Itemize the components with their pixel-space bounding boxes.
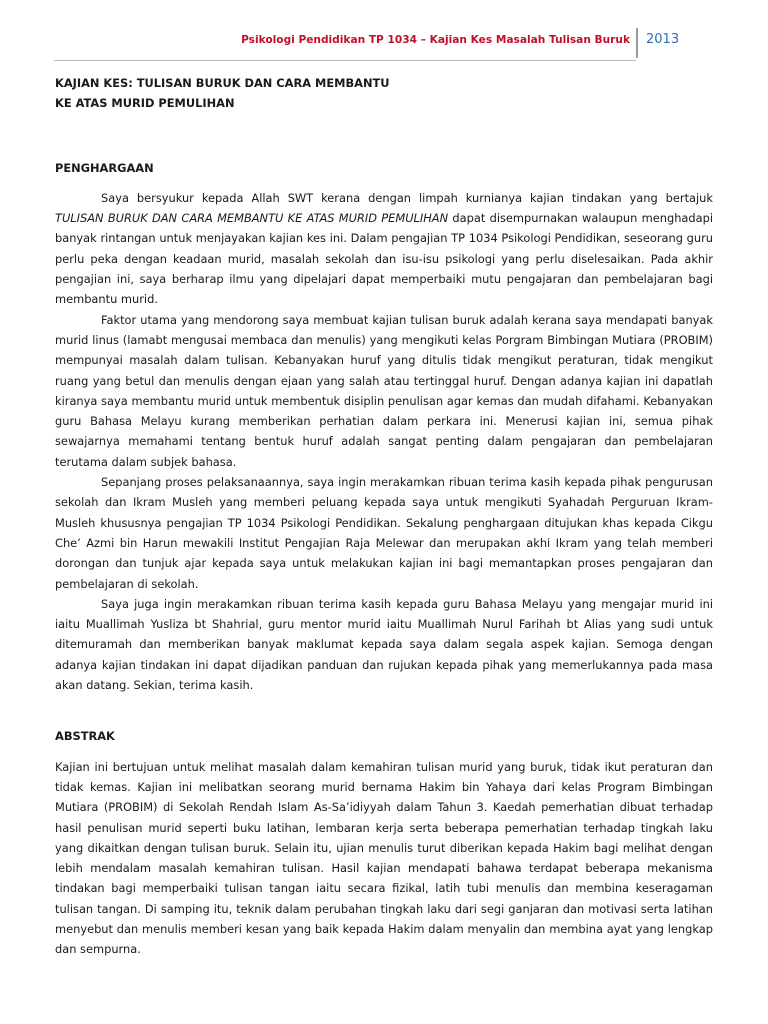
document-title-line-1: KAJIAN KES: TULISAN BURUK DAN CARA MEMBANTU bbox=[55, 76, 390, 90]
acknowledgement-paragraph-3: Sepanjang proses pelaksanaannya, saya ingin merakamkan ribuan terima kasih kepada pihak pengurusan sekolah dan Ikram Musleh yang memberi peluang kepada saya untuk mengikuti Syahadah Perguruan Ikram-Musleh khususnya pengajian TP 1034 Psikologi Pendidikan. Sekalung penghargaan ditujukan khas kepada Cikgu Che’ Azmi bin Harun mewakili Institut Pengajian Raja Melewar dan merupakan akhi Ikram yang telah memberi dorongan dan tunjuk ajar kepada saya untuk melakukan kajian ini bagi memantapkan proses pengajaran dan pembelajaran di sekolah. bbox=[55, 475, 713, 591]
document-title-line-2: KE ATAS MURID PEMULIHAN bbox=[55, 96, 235, 111]
abstract-paragraph: Kajian ini bertujuan untuk melihat masalah dalam kemahiran tulisan murid yang buruk, tidak ikut peraturan dan tidak kemas. Kajian ini melibatkan seorang murid bernama Hakim bin Yahaya dari kelas Program Bimbingan Mutiara (PROBIM) di Sekolah Rendah Islam As-Sa’idiyyah dalam Tahun 3. Kaedah pemerhatian dibuat terhadap hasil penulisan murid seperti buku latihan, lembaran kerja serta beberapa pemerhatian terhadap tingkah laku yang dikaitkan dengan tulisan buruk. Selain itu, ujian menulis turut diberikan kepada Hakim bagi melihat dengan lebih mendalam masalah kemahiran tulisan. Hasil kajian mendapati bahawa terdapat beberapa mekanisma tindakan bagi memperbaiki tulisan tangan iaitu secara fizikal, latih tubi menulis dan membina keseragaman tulisan tangan. Di samping itu, teknik dalam perubahan tingkah laku dari segi ganjaran dan motivasi serta latihan menyebut dan menulis memberi kesan yang baik kepada Hakim dalam menyalin dan membina ayat yang lengkap dan sempurna. bbox=[55, 759, 713, 957]
document-body bbox=[55, 73, 713, 960]
acknowledgement-paragraph-1-start: Saya bersyukur kepada Allah SWT kerana dengan limpah kurnianya kajian tindakan yang bertajuk bbox=[101, 190, 713, 205]
acknowledgement-paragraph-1-end: dapat disempurnakan walaupun menghadapi banyak rintangan untuk menjayakan kajian kes ini. Dalam pengajian TP 1034 Psikologi Pendidikan, seseorang guru perlu peka dengan keadaan murid, masalah sekolah dan isu-isu psikologi yang perlu diselesaikan. Pada akhir pengajian ini, saya berharap ilmu yang dipelajari dapat memperbaiki mutu pengajaran dan pembelajaran bagi membantu murid. bbox=[55, 211, 714, 307]
header-divider bbox=[636, 28, 638, 58]
abstract-heading: ABSTRAK bbox=[55, 729, 115, 744]
page-header bbox=[0, 26, 768, 60]
acknowledgement-paragraph-4: Saya juga ingin merakamkan ribuan terima kasih kepada guru Bahasa Melayu yang mengajar murid ini iaitu Muallimah Yusliza bt Shahrial, guru mentor murid iaitu Muallimah Nurul Farihah bt Alias yang sudi untuk ditemuramah dan memberikan banyak maklumat kepada saya dalam segala aspek kajian. Semoga dengan adanya kajian tindakan ini dapat dijadikan panduan dan rujukan kepada pihak yang memerlukannya pada masa akan datang. Sekian, terima kasih. bbox=[55, 596, 713, 693]
acknowledgement-paragraph-2: Faktor utama yang mendorong saya membuat kajian tulisan buruk adalah kerana saya mendapati banyak murid linus (lamabt mengusai membaca dan menulis) yang mengikuti kelas Porgram Bimbingan Mutiara (PROBIM) mempunyai masalah dalam tulisan. Kebanyakan huruf yang ditulis tidak mengikut peraturan, tidak mengikut ruang yang betul dan menulis dengan ejaan yang salah atau tertinggal huruf. Dengan adanya kajian ini dapatlah kiranya saya membantu murid untuk membentuk disiplin penulisan agar kemas dan mudah difahami. Kebanyakan guru Bahasa Melayu kurang memberikan perhatian dalam perkara ini. Menerusi kajian ini, semua pihak sewajarnya memahami tentang bentuk huruf adalah sangat penting dalam pengajaran dan pembelajaran terutama dalam subjek bahasa. bbox=[55, 312, 713, 469]
acknowledgement-heading: PENGHARGAAN bbox=[55, 160, 154, 175]
header-underline bbox=[54, 60, 636, 61]
header-year: 2013 bbox=[646, 32, 680, 47]
header-title: Psikologi Pendidikan TP 1034 – Kajian Kes Masalah Tulisan Buruk bbox=[241, 34, 630, 46]
acknowledgement-paragraph-1 bbox=[55, 188, 713, 310]
study-title-italic: TULISAN BURUK DAN CARA MEMBANTU KE ATAS MURID PEMULIHAN bbox=[55, 211, 449, 226]
